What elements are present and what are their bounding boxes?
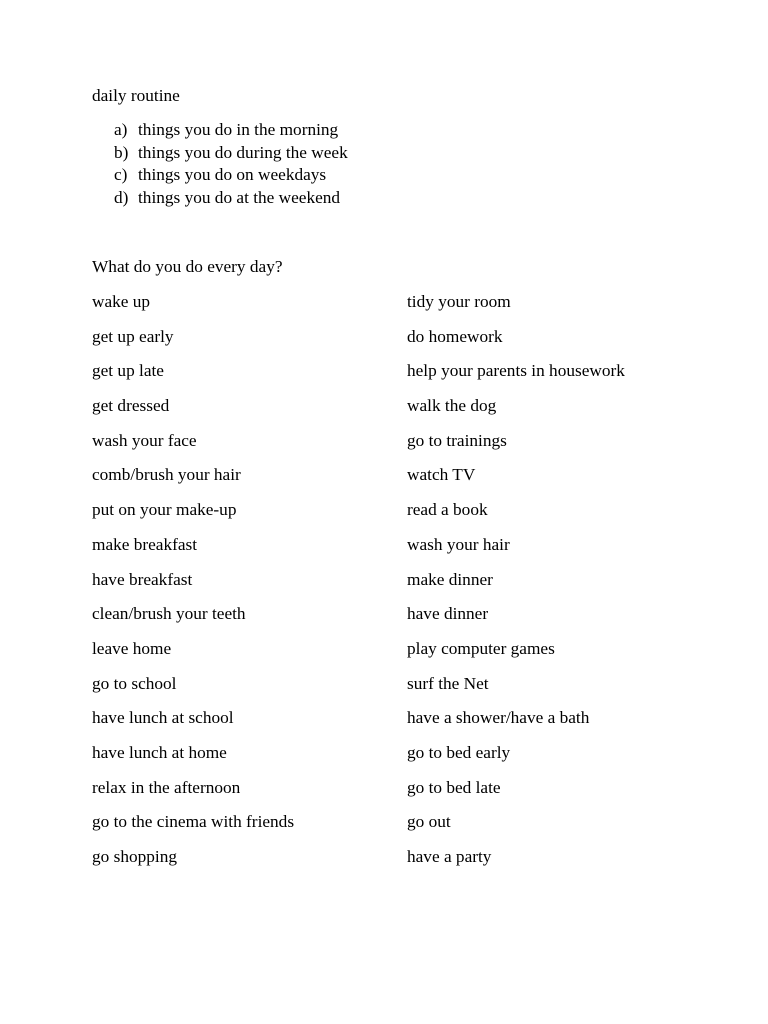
list-item: tidy your room <box>407 292 511 311</box>
list-item: have a party <box>407 847 492 866</box>
list-item: watch TV <box>407 465 476 485</box>
document-title: daily routine <box>92 86 180 105</box>
list-item: have a shower/have a bath <box>407 708 590 728</box>
list-item: have dinner <box>407 604 489 624</box>
category-letter: d) <box>114 187 129 207</box>
list-item: wash your hair <box>407 534 510 554</box>
list-item: go to school <box>92 673 177 693</box>
category-letter: c) <box>114 165 128 184</box>
category-letter: a) <box>114 120 128 139</box>
list-item: read a book <box>407 500 488 520</box>
list-item: have lunch at home <box>92 742 227 762</box>
phrase-list-left <box>92 292 294 882</box>
list-item: make breakfast <box>92 534 198 554</box>
list-item: help your parents in housework <box>407 361 625 381</box>
category-item <box>114 165 348 188</box>
category-letter: b) <box>114 142 129 162</box>
list-item: put on your make-up <box>92 500 237 520</box>
list-item: clean/brush your teeth <box>92 604 246 624</box>
list-item: wake up <box>92 292 151 311</box>
list-item: leave home <box>92 638 172 658</box>
category-item <box>114 120 348 143</box>
list-item: get up early <box>92 326 174 346</box>
list-item: go shopping <box>92 847 177 866</box>
category-text: things you do during the week <box>138 142 348 162</box>
list-item: relax in the afternoon <box>92 777 241 797</box>
list-item: play computer games <box>407 638 555 658</box>
list-item: comb/brush your hair <box>92 465 241 485</box>
category-item <box>114 188 348 211</box>
list-item: go to trainings <box>407 430 507 450</box>
list-item: do homework <box>407 326 503 346</box>
list-item: go to bed late <box>407 777 501 797</box>
list-item: have breakfast <box>92 569 193 589</box>
list-item: get up late <box>92 361 164 381</box>
list-item: get dressed <box>92 396 170 416</box>
category-item <box>114 143 348 166</box>
category-text: things you do in the morning <box>138 120 339 139</box>
category-list <box>114 120 348 210</box>
list-item: surf the Net <box>407 673 489 693</box>
phrase-list-right <box>407 292 625 882</box>
list-item: go to bed early <box>407 742 511 762</box>
category-text: things you do on weekdays <box>138 165 327 184</box>
list-item: go to the cinema with friends <box>92 812 295 832</box>
list-item: walk the dog <box>407 396 497 416</box>
list-item: make dinner <box>407 569 493 589</box>
list-item: go out <box>407 812 451 832</box>
category-text: things you do at the weekend <box>138 187 341 207</box>
list-item: have lunch at school <box>92 708 234 728</box>
question-heading: What do you do every day? <box>92 257 283 276</box>
list-item: wash your face <box>92 430 197 450</box>
